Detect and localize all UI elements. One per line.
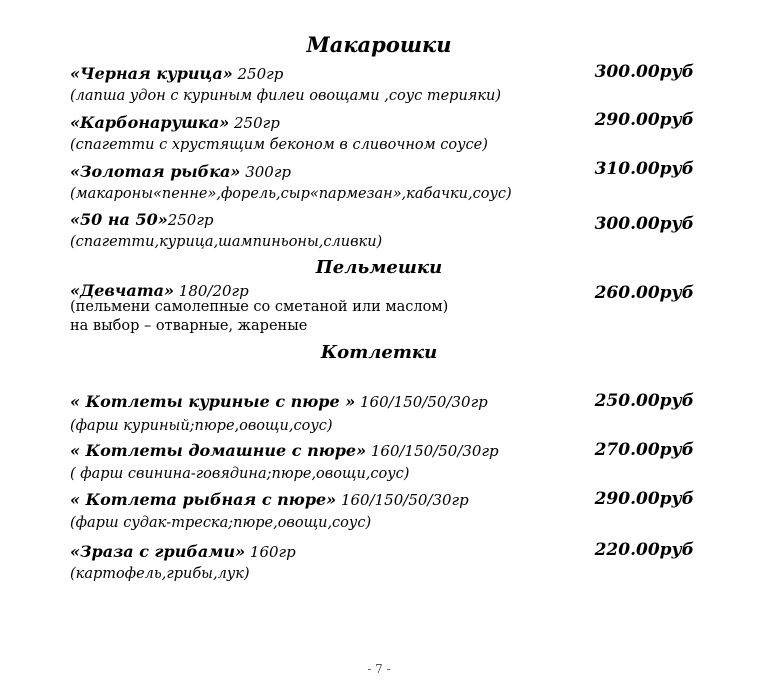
dish-description: (лапша удон с куриным филеи овощами ,соус терияки) — [70, 88, 502, 104]
dish-weight: 160/150/50/30гр — [336, 491, 469, 509]
section-title-kotletki: Котлетки — [320, 342, 438, 363]
section-title-pelmeshki: Пельмешки — [315, 257, 443, 278]
dish-price: 300.00руб — [594, 214, 694, 234]
menu-item-name-line — [70, 392, 488, 411]
dish-price: 290.00руб — [594, 110, 694, 130]
dish-description: (пельмени самолепные со сметаной или маслом) — [70, 299, 449, 315]
dish-name: «Черная курица» — [70, 64, 233, 83]
dish-description: (макароны«пенне»,форель,сыр«пармезан»,кабачки,соус) — [70, 186, 512, 202]
dish-name: «Зраза с грибами» — [70, 542, 246, 561]
menu-item-name-line — [70, 490, 469, 509]
dish-price: 290.00руб — [594, 489, 694, 509]
dish-weight: 250гр — [229, 114, 280, 132]
menu-item-name-line — [70, 64, 283, 83]
dish-name: «Карбонарушка» — [70, 113, 230, 132]
menu-item-name-line — [70, 162, 291, 181]
dish-description: (фарш судак-треска;пюре,овощи,соус) — [70, 515, 372, 531]
dish-weight: 250гр — [167, 211, 214, 229]
dish-weight: 160гр — [245, 543, 296, 561]
menu-item-name-line — [70, 210, 214, 229]
menu-item-name-line — [70, 113, 280, 132]
section-title-makaroshki: Макарошки — [306, 32, 452, 57]
dish-price: 220.00руб — [594, 540, 694, 560]
dish-description: ( фарш свинина-говядина;пюре,овощи,соус) — [70, 466, 410, 482]
dish-name: «Золотая рыбка» — [70, 162, 241, 181]
dish-price: 300.00руб — [594, 62, 694, 82]
dish-description: (картофель,грибы,лук) — [70, 566, 250, 582]
dish-weight: 180/20гр — [174, 282, 249, 300]
dish-price: 250.00руб — [594, 391, 694, 411]
dish-description: (спагетти,курица,шампиньоны,сливки) — [70, 234, 383, 250]
menu-item-name-line — [70, 542, 296, 561]
dish-description: (фарш куриный;пюре,овощи,соус) — [70, 418, 333, 434]
dish-weight: 160/150/50/30гр — [355, 393, 488, 411]
dish-price: 310.00руб — [594, 159, 694, 179]
dish-name: «Девчата» — [70, 281, 175, 300]
dish-name: « Котлеты куриные с пюре » — [70, 392, 356, 411]
dish-price: 270.00руб — [594, 440, 694, 460]
dish-description-options: на выбор – отварные, жареные — [70, 318, 308, 334]
dish-name: «50 на 50» — [70, 210, 168, 229]
menu-item-name-line — [70, 441, 499, 460]
dish-weight: 300гр — [240, 163, 292, 181]
dish-weight: 160/150/50/30гр — [366, 442, 499, 460]
dish-description: (спагетти с хрустящим беконом в сливочном соусе) — [70, 137, 488, 153]
dish-price: 260.00руб — [594, 283, 694, 303]
menu-item-name-line — [70, 281, 249, 300]
dish-weight: 250гр — [232, 65, 284, 83]
dish-name: « Котлета рыбная с пюре» — [70, 490, 337, 509]
page-number: - 7 - — [367, 662, 391, 676]
dish-name: « Котлеты домашние с пюре» — [70, 441, 367, 460]
